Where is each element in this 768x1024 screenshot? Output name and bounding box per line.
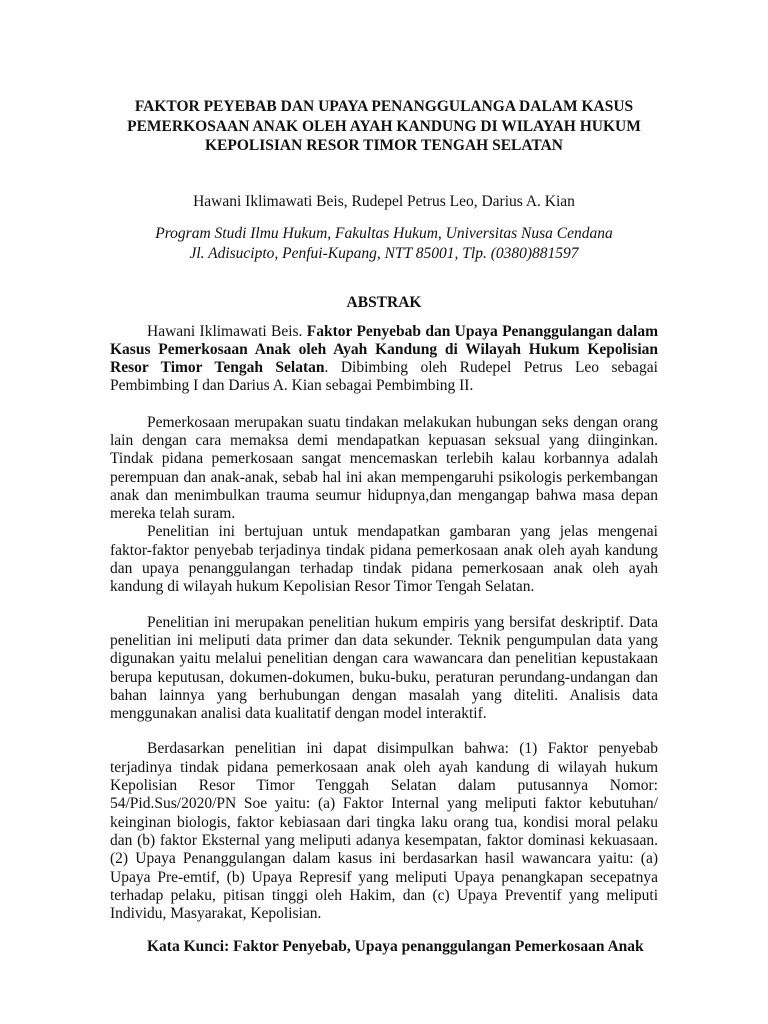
abstract-paragraph: Penelitian ini merupakan penelitian hukum empiris yang bersifat deskriptif. Data penelitian ini meliputi data primer dan data sekunder. Teknik pengumpulan data yang digunakan yaitu melalui penelitian dengan cara wawancara dan penelitian kepustakaan berupa keputusan, dokumen-dokumen, buku-buku, peraturan perundang-undangan dan bahan lainnya yang berhubungan dengan masalah yang diteliti. Analisis data menggunakan analisi data kualitatif dengan model interaktif. (110, 613, 658, 723)
citation-advisors: . Dibimbing oleh Rudepel Petrus Leo sebagai Pembimbing I dan Darius A. Kian sebagai Pembimbing II. (110, 359, 658, 395)
affiliation-line-2: Jl. Adisucipto, Penfui-Kupang, NTT 85001, Tlp. (0380)881597 (189, 244, 579, 262)
paper-title (110, 97, 658, 156)
citation-author: Hawani Iklimawati Beis. (147, 322, 307, 340)
paper-title-line-3: KEPOLISIAN RESOR TIMOR TENGAH SELATAN (204, 137, 563, 154)
citation-title: Faktor Penyebab dan Upaya Penanggulangan dalam Kasus Pemerkosaan Anak oleh Ayah Kandung di Wilayah Hukum Kepolisian Resor Timor Tengah Selatan (110, 322, 658, 377)
abstract-paragraph: Pemerkosaan merupakan suatu tindakan melakukan hubungan seks dengan orang lain dengan cara memaksa demi mendapatkan kepuasan seksual yang diinginkan. Tindak pidana pemerkosaan sangat mencemaskan terlebih kalau korbannya adalah perempuan dan anak-anak, sebab hal ini akan mempengaruhi psikologis perkembangan anak dan menimbulkan trauma seumur hidupnya,dan mengangap bahwa masa depan mereka telah suram. (110, 413, 658, 523)
abstract-paragraph: Berdasarkan penelitian ini dapat disimpulkan bahwa: (1) Faktor penyebab terjadinya tindak pidana pemerkosaan anak oleh ayah kandung di wilayah hukum Kepolisian Resor Timor Tenggah Selatan dalam putusannya Nomor: 54/Pid.Sus/2020/PN Soe yaitu: (a) Faktor Internal yang meliputi faktor kebutuhan/ keinginan biologis, faktor kebiasaan dari tingka laku orang tua, kondisi moral pelaku dan (b) faktor Eksternal yang meliputi adanya kesempatan, faktor dominasi kekuasaan. (2) Upaya Penanggulangan dalam kasus ini berdasarkan hasil wawancara yaitu: (a) Upaya Pre-emtif, (b) Upaya Represif yang meliputi Upaya penangkapan secepatnya terhadap pelaku, pitisan tinggi oleh Hakim, dan (c) Upaya Preventif yang meliputi Individu, Masyarakat, Kepolisian. (110, 740, 658, 923)
author-affiliation (110, 224, 658, 264)
abstract-paragraph: Penelitian ini bertujuan untuk mendapatkan gambaran yang jelas mengenai faktor-faktor penyebab terjadinya tindak pidana pemerkosaan anak oleh ayah kandung dan upaya penanggulangan terhadap tindak pidana pemerkosaan anak oleh ayah kandung di wilayah hukum Kepolisian Resor Timor Tengah Selatan. (110, 523, 658, 596)
abstract-citation (110, 323, 658, 396)
author-list: Hawani Iklimawati Beis, Rudepel Petrus Leo, Darius A. Kian (193, 192, 575, 210)
paper-title-line-2: PEMERKOSAAN ANAK OLEH AYAH KANDUNG DI WILAYAH HUKUM (127, 117, 641, 135)
keywords: Kata Kunci: Faktor Penyebab, Upaya penanggulangan Pemerkosaan Anak (147, 938, 644, 956)
affiliation-line-1: Program Studi Ilmu Hukum, Fakultas Hukum, Universitas Nusa Cendana (155, 224, 613, 242)
paper-title-line-1: FAKTOR PEYEBAB DAN UPAYA PENANGGULANGA DALAM KASUS (134, 98, 634, 115)
abstract-heading: ABSTRAK (346, 293, 422, 311)
